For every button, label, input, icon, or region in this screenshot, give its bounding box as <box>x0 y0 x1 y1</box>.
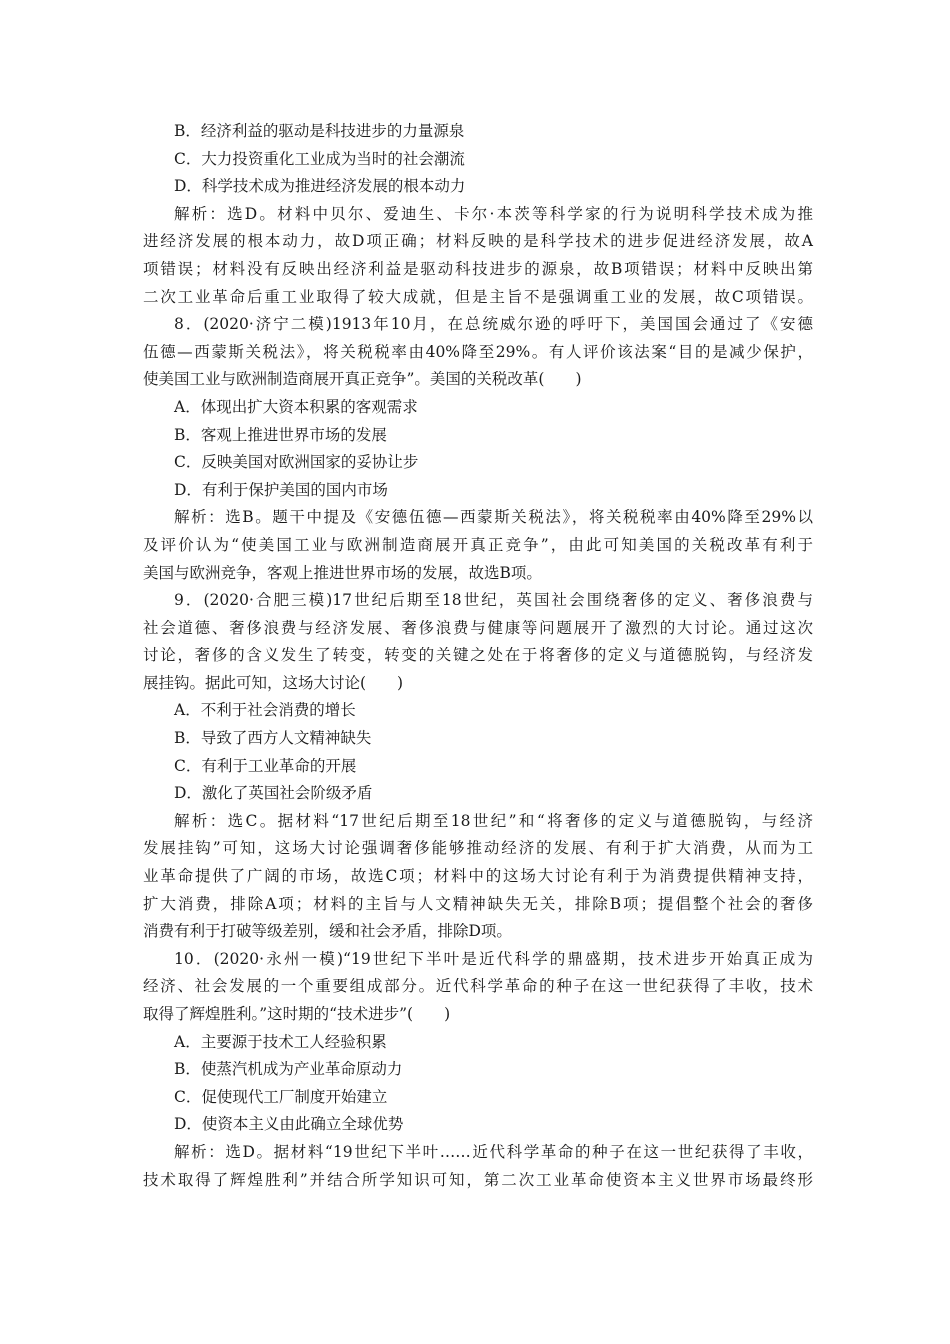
document-body <box>143 118 813 1194</box>
q9-stem-line-3: 讨论，奢侈的含义发生了转变，转变的关键之处在于将奢侈的定义与道德脱钩，与经济发 <box>143 646 813 665</box>
q10-option-d: D．使资本主义由此确立全球优势 <box>174 1115 404 1134</box>
q10-stem-line-2: 经济、社会发展的一个重要组成部分。近代科学革命的种子在这一世纪获得了丰收，技术 <box>143 977 813 996</box>
q9-stem-line-1: 9．(2020·合肥三模)17世纪后期至18世纪，英国社会围绕奢侈的定义、奢侈浪费与 <box>174 591 813 610</box>
q8-analysis-line-1: 解析：选B。题干中提及《安德伍德—西蒙斯关税法》，将关税税率由40%降至29%以 <box>174 508 813 527</box>
q9-analysis-line-2: 发展挂钩”可知，这场大讨论强调奢侈能够推动经济的发展、有利于扩大消费，从而为工 <box>143 839 813 858</box>
q9-stem-line-4: 展挂钩。据此可知，这场大讨论( ) <box>143 673 404 692</box>
question-9 <box>143 587 813 946</box>
q7-option-d: D．科学技术成为推进经济发展的根本动力 <box>174 177 466 196</box>
q9-analysis-line-4: 扩大消费，排除A项；材料的主旨与人文精神缺失无关，排除B项；提倡整个社会的奢侈 <box>143 894 813 913</box>
q10-option-a: A．主要源于技术工人经验积累 <box>174 1032 387 1051</box>
q8-analysis-line-2: 及评价认为“使美国工业与欧洲制造商展开真正竞争”，由此可知美国的关税改革有利于 <box>143 535 813 554</box>
q10-analysis-line-2: 技术取得了辉煌胜利”并结合所学知识可知，第二次工业革命使资本主义世界市场最终形 <box>143 1170 813 1189</box>
q9-option-d: D．激化了英国社会阶级矛盾 <box>174 784 373 803</box>
question-8 <box>143 311 813 587</box>
q10-option-b: B．使蒸汽机成为产业革命原动力 <box>174 1060 403 1079</box>
q9-option-b: B．导致了西方人文精神缺失 <box>174 729 372 748</box>
q9-option-a: A．不利于社会消费的增长 <box>174 701 356 720</box>
q10-stem-line-3: 取得了辉煌胜利。”这时期的“技术进步”( ) <box>143 1005 451 1023</box>
q9-analysis-line-3: 业革命提供了广阔的市场，故选C项；材料中的这场大讨论有利于为消费提供精神支持， <box>143 867 813 886</box>
q10-option-c: C．促使现代工厂制度开始建立 <box>174 1087 388 1106</box>
q9-analysis-line-1: 解析：选C。据材料“17世纪后期至18世纪”和“将奢侈的定义与道德脱钩，与经济 <box>174 811 813 830</box>
q8-analysis-line-3: 美国与欧洲竞争，客观上推进世界市场的发展，故选B项。 <box>143 563 542 582</box>
q8-option-b: B．客观上推进世界市场的发展 <box>174 425 387 444</box>
q7-analysis-line-1: 解析：选D。材料中贝尔、爱迪生、卡尔·本茨等科学家的行为说明科学技术成为推 <box>174 204 813 223</box>
q8-option-a: A．体现出扩大资本积累的客观需求 <box>174 397 418 416</box>
q8-stem-line-3: 使美国工业与欧洲制造商展开真正竞争”。美国的关税改革( ) <box>143 370 582 389</box>
q7-analysis-line-4: 二次工业革命后重工业取得了较大成就，但是主旨不是强调重工业的发展，故C项错误。 <box>143 287 813 306</box>
q7-analysis-line-2: 进经济发展的根本动力，故D项正确；材料反映的是科学技术的进步促进经济发展，故A <box>143 232 813 251</box>
question-10 <box>143 946 813 1194</box>
q10-analysis-line-1: 解析：选D。据材料“19世纪下半叶……近代科学革命的种子在这一世纪获得了丰收， <box>174 1142 813 1161</box>
q8-stem-line-2: 伍德—西蒙斯关税法》，将关税税率由40%降至29%。有人评价该法案“目的是减少保护， <box>143 342 813 361</box>
q10-stem-line-1: 10．(2020·永州一模)“19世纪下半叶是近代科学的鼎盛期，技术进步开始真正成为 <box>174 949 813 968</box>
q8-option-d: D．有利于保护美国的国内市场 <box>174 480 388 499</box>
q8-stem-line-1: 8．(2020·济宁二模)1913年10月，在总统威尔逊的呼吁下，美国国会通过了《安德 <box>174 315 813 334</box>
q7-analysis-line-3: 项错误；材料没有反映出经济利益是驱动科技进步的源泉，故B项错误；材料中反映出第 <box>143 259 813 278</box>
q9-stem-line-2: 社会道德、奢侈浪费与经济发展、奢侈浪费与健康等问题展开了激烈的大讨论。通过这次 <box>143 618 813 637</box>
q7-option-c: C．大力投资重化工业成为当时的社会潮流 <box>174 149 465 168</box>
question-7 <box>143 118 813 311</box>
q9-option-c: C．有利于工业革命的开展 <box>174 756 357 775</box>
q7-option-b: B．经济利益的驱动是科技进步的力量源泉 <box>174 122 465 140</box>
q8-option-c: C．反映美国对欧洲国家的妥协让步 <box>174 453 419 472</box>
q9-analysis-line-5: 消费有利于打破等级差别，缓和社会矛盾，排除D项。 <box>143 922 512 941</box>
